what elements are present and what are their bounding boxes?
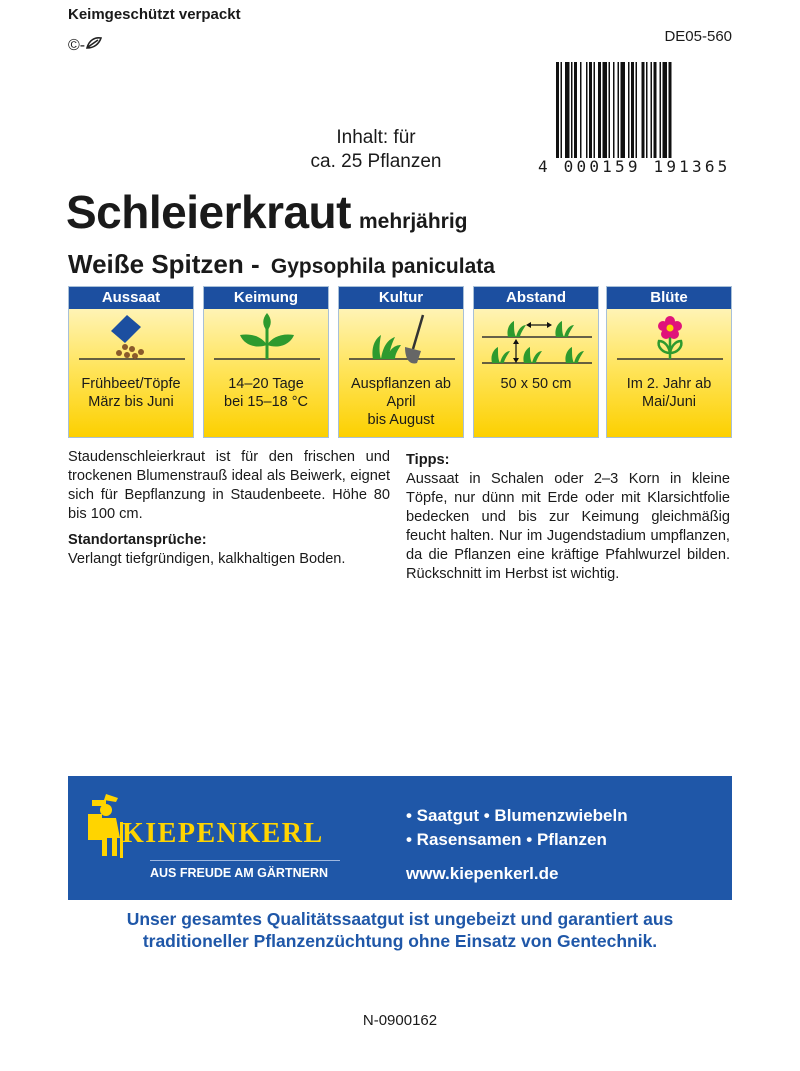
panel-info <box>339 371 463 429</box>
content-line-1: Inhalt: für <box>336 127 416 148</box>
product-suffix: mehrjährig <box>358 210 468 233</box>
spacing-icon <box>474 309 598 371</box>
panel-heading: Blüte <box>607 287 731 309</box>
panel-bluete <box>606 286 732 438</box>
panel-info-line: Mai/Juni <box>642 394 696 410</box>
panel-info-line: bis August <box>367 412 435 428</box>
panel-info <box>607 371 731 411</box>
panel-info-line: Im 2. Jahr ab <box>626 376 712 392</box>
brand-item-1: • Saatgut • Blumenzwiebeln <box>406 806 628 825</box>
quality-note <box>68 908 732 952</box>
variety-line <box>68 246 495 285</box>
location-text: Verlangt tiefgründigen, kalkhaltigen Boden. <box>68 551 346 567</box>
quality-note-line-1: Unser gesamtes Qualitätssaatgut ist ungebeizt und garantiert aus <box>126 909 674 929</box>
panel-abstand <box>473 286 599 438</box>
panel-heading: Keimung <box>204 287 328 309</box>
panel-info-line: bei 15–18 °C <box>224 394 308 410</box>
quality-note-line-2: traditioneller Pflanzenzüchtung ohne Einsatz von Gentechnik. <box>142 931 658 951</box>
brand-divider <box>150 860 340 861</box>
panel-info-line: 14–20 Tage <box>228 376 304 392</box>
variety-name: Weiße Spitzen - <box>68 249 260 279</box>
panel-kultur <box>338 286 464 438</box>
product-title <box>66 184 468 250</box>
panel-heading: Abstand <box>474 287 598 309</box>
latin-name: Gypsophila paniculata <box>270 255 495 278</box>
panel-heading: Kultur <box>339 287 463 309</box>
brand-name: KIEPENKERL <box>122 818 324 849</box>
content-note <box>300 126 452 174</box>
packaging-note: Keimgeschützt verpackt <box>68 6 241 23</box>
brand-slogan: AUS FREUDE AM GÄRTNERN <box>150 866 329 880</box>
panel-info-line: Auspflanzen ab <box>351 376 451 392</box>
product-name: Schleierkraut <box>66 186 351 238</box>
article-code: DE05-560 <box>664 28 732 45</box>
panel-info-line: Frühbeet/Töpfe <box>81 376 181 392</box>
tips-text: Aussaat in Schalen oder 2–3 Korn in kleine Töpfe, nur dünn mit Erde oder mit Klarsichtfolie bedecken und bis zur Keimung gleichmäßig feucht halten. Nur im Jugendstadium umpflanzen, da die Pflanzen eine kräftige Pfahlwurzel bilden. Rückschnitt im Herbst ist wichtig. <box>406 471 730 582</box>
panel-keimung <box>203 286 329 438</box>
panel-info <box>69 371 193 411</box>
panel-info-line: März bis Juni <box>88 394 174 410</box>
panel-heading: Aussaat <box>69 287 193 309</box>
flower-icon <box>607 309 731 371</box>
content-line-2: ca. 25 Pflanzen <box>310 151 442 172</box>
panel-info <box>474 371 598 393</box>
shovel-icon <box>339 309 463 371</box>
seedling-icon <box>204 309 328 371</box>
panel-info <box>204 371 328 411</box>
panel-info-line: April <box>386 394 416 410</box>
copyright-mark <box>68 36 103 55</box>
tips-heading: Tipps: <box>406 452 450 468</box>
leaf-logo-icon <box>85 36 103 50</box>
barcode-graphic <box>556 62 718 158</box>
brand-url: www.kiepenkerl.de <box>406 864 559 883</box>
seed-packet-icon <box>69 309 193 371</box>
product-description: Staudenschleierkraut ist für den frischen und trockenen Blumenstrauß ideal als Beiwerk, eignet sich für Bepflanzung in Staudenbeete. Höhe 80 bis 100 cm. <box>68 449 390 522</box>
footer-code: N-0900162 <box>362 1012 438 1029</box>
barcode-digits: 4 000159 191365 <box>538 157 731 176</box>
copyright-text: ©- <box>68 37 86 54</box>
panel-aussaat <box>68 286 194 438</box>
location-heading: Standortansprüche: <box>68 532 207 548</box>
panel-info-line: 50 x 50 cm <box>500 376 572 392</box>
brand-item-2: • Rasensamen • Pflanzen <box>406 830 607 849</box>
